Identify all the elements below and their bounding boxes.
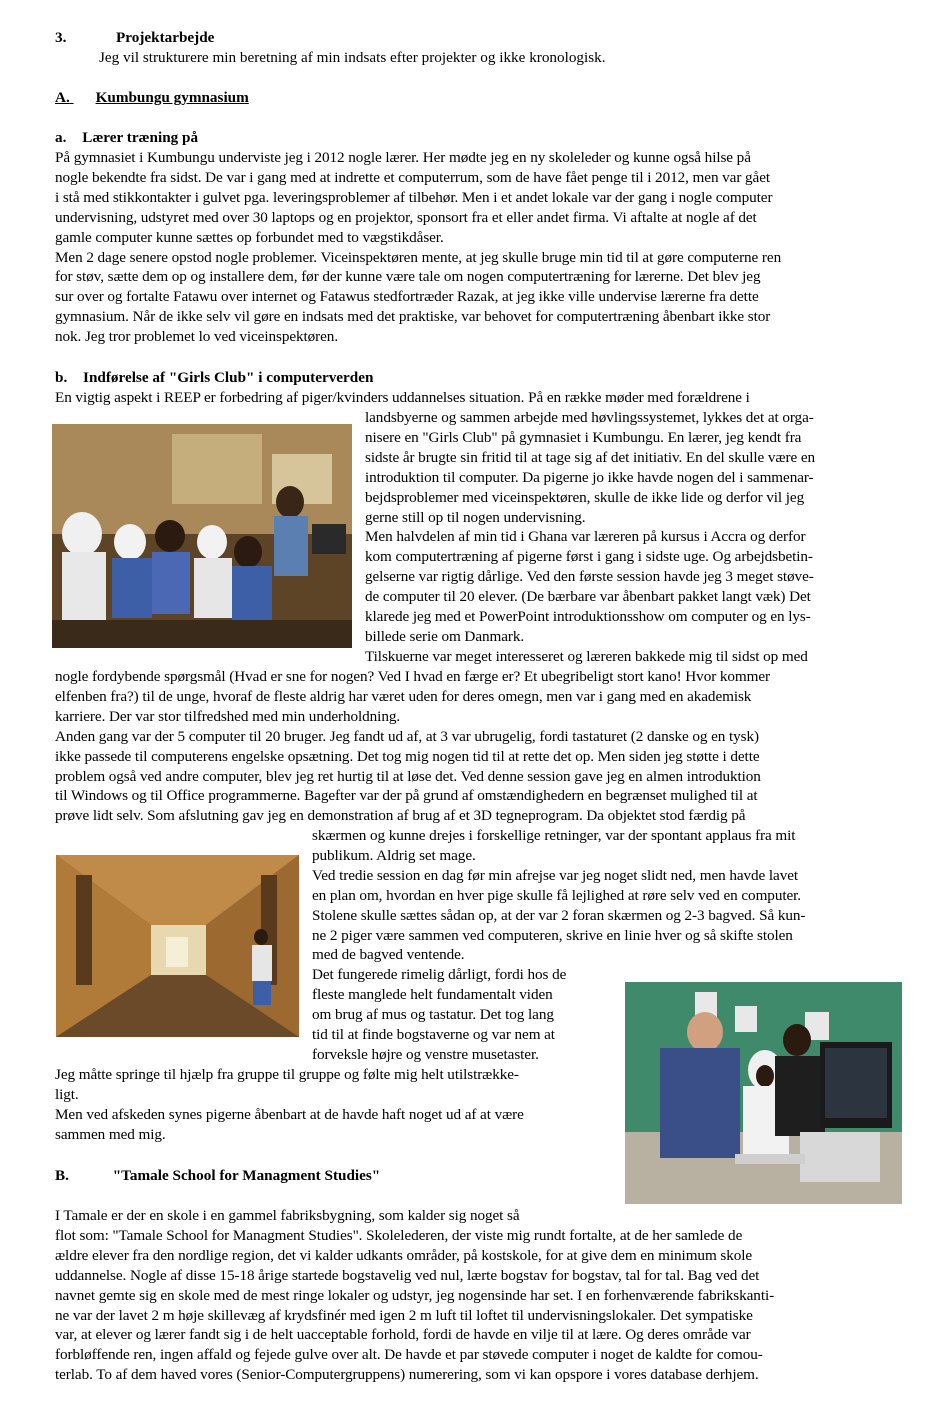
section-number: 3. (55, 29, 67, 46)
text-line: Det fungerede rimelig dårligt, fordi hos de (312, 966, 567, 983)
text-line: klarede jeg med et PowerPoint introduktionsshow om computer og en lys- (365, 608, 811, 626)
text-line: Tilskuerne var meget interesseret og læreren bakkede mig til sidst op med (365, 647, 808, 665)
section-title: Kumbungu gymnasium (95, 89, 249, 106)
section-title: "Tamale School for Managment Studies" (112, 1167, 381, 1184)
text-line: nogle fordybende spørgsmål (Hvad er sne for nogen? Ved I hvad en færge er? Et ubegribeligt stort kano! Hvor kommer (55, 668, 771, 685)
text-line: gelserne var rigtig dårlige. Ved den første session havde jeg 3 meget støve- (365, 568, 814, 586)
text-line: navnet gemte sig en skole med de mest ringe lokaler og udstyr, jeg nogensinde har set. I en forhenværende fabrikskanti- (55, 1286, 775, 1304)
text-line: kom computertræning af pigerne først i gang i sidste uge. Og arbejdsbetin- (365, 548, 813, 566)
text-line: i stå med stikkontakter i gulvet pga. leveringsproblemer af tilbehør. Men i et andet lokale var der gang i nogle computer (55, 188, 773, 206)
computer-lab-photo (625, 982, 902, 1204)
text-line: På gymnasiet i Kumbungu underviste jeg i 2012 nogle lærer. Her mødte jeg en ny skoleleder og kunne også hilse på (55, 149, 751, 166)
paragraph-b-first-line: En vigtig aspekt i REEP er forbedring af piger/kvinders uddannelses situation. På en række møder med forældrene i (55, 389, 750, 406)
text-line: elfenben fra?) til de unge, hvoraf de fleste aldrig har været uden for deres omegn, men var i gang med en akademisk (55, 687, 752, 705)
text-line: ældre elever fra den nordlige region, det vi kalder udkants områder, på kostskole, for at give dem en minimum skole (55, 1246, 753, 1264)
text-line: prøve lidt selv. Som afslutning gav jeg en demonstration af brug af et 3D tegneprogram. Da objektet stod færdig på (55, 807, 746, 825)
classroom-photo (52, 424, 352, 648)
text-line: publikum. Aldrig set mage. (312, 846, 476, 864)
paragraph-a1 (55, 148, 905, 347)
subsection-a-heading (55, 128, 198, 148)
section-letter: A. (55, 89, 70, 106)
text-line: Stolene skulle sættes sådan op, at der var 2 foran skærmen og 2-3 bagved. Så kun- (312, 906, 806, 924)
corridor-photo (56, 855, 299, 1037)
subsection-title: Indførelse af "Girls Club" i computerverden (83, 369, 374, 386)
subsection-letter: b. (55, 369, 68, 386)
paragraph-b-mid (312, 965, 617, 1065)
text-line: billede serie om Danmark. (365, 627, 525, 645)
text-line: skærmen og kunne drejes i forskellige retninger, var der spontant applaus fra mit (312, 827, 796, 844)
text-line: undervisning, udstyret med over 30 laptops og en projektor, sponsort fra et eller andet firma. Vi aftalte at nogle af det (55, 208, 757, 226)
subsection-letter: a. (55, 129, 67, 146)
text-line: tid til at finde bogstaverne og var nem at (312, 1025, 555, 1043)
text-line: I Tamale er der en skole i en gammel fabriksbygning, som kalder sig noget så (55, 1207, 520, 1224)
section-letter: B. (55, 1167, 69, 1184)
text-line: sur over og fortalte Fatawu over internet og Fatawus stedfortræder Razak, at jeg ikke ville undervise lærerne fra dette (55, 288, 759, 306)
text-line: flot som: "Tamale School for Managment Studies". Skolelederen, der viste mig rundt fortalte, at de her samlede de (55, 1226, 743, 1244)
paragraph-b-right1 (365, 408, 905, 667)
text-line: gymnasium. Når de ikke selv vil gøre en indsats med det praktiske, var behovet for computertræning åbenbart ikke stor (55, 308, 771, 326)
text-line: Men halvdelen af min tid i Ghana var læreren på kursus i Accra og derfor (365, 528, 806, 546)
text-line: gamle computer kunne sættes op forbundet med to vægstikdåser. (55, 228, 444, 246)
text-line: gerne still op til nogen undervisning. (365, 508, 586, 526)
subsection-b-heading (55, 368, 373, 388)
text-line: ligt. (55, 1085, 79, 1103)
text-line: ne var der lavet 2 m høje skillevæg af krydsfinér med igen 2 m luft til loftet til undervisningslokaler. Det sympatiske (55, 1306, 753, 1324)
section-3-heading (55, 28, 215, 48)
text-line: ne 2 piger være sammen ved computeren, skrive en linie hver og så skifte stolen (312, 926, 793, 944)
text-line: landsbyerne og sammen arbejde med høvlingssystemet, lykkes det at orga- (365, 409, 814, 426)
text-line: introduktion til computer. Da pigerne jo ikke havde nogen del i sammenar- (365, 468, 814, 486)
text-line: nisere en "Girls Club" på gymnasiet i Kumbungu. En lærer, jeg kendt fra (365, 428, 802, 446)
text-line: var, at elever og lærer fandt sig i de helt uacceptable forhold, fordi de havde en vilje til at lære. Og deres område var (55, 1326, 751, 1344)
text-line: problem også ved andre computer, blev jeg ret hurtig til at løse det. Ved denne session gave jeg en almen introduktion (55, 767, 761, 785)
section-b-heading (55, 1166, 380, 1186)
section-title: Projektarbejde (116, 29, 215, 46)
text-line: Men ved afskeden synes pigerne åbenbart at de havde haft noget ud af at være (55, 1105, 524, 1123)
section-a-heading (55, 88, 249, 108)
text-line: uddannelse. Nogle af disse 15-18 årige startede bogstavelig ved nul, lærte bogstav for bogstav, tal for tal. Bag ved det (55, 1266, 760, 1284)
paragraph-b-right2 (312, 826, 902, 965)
text-line: med de bagved ventende. (312, 946, 465, 964)
text-line: nok. Jeg tror problemet lo ved viceinspektøren. (55, 328, 339, 346)
text-line: Ved tredie session en dag før min afrejse var jeg noget slidt ned, men havde lavet (312, 866, 799, 884)
text-line: Men 2 dage senere opstod nogle problemer. Viceinspektøren mente, at jeg skulle bruge min tid til at gøre computerne ren (55, 248, 782, 266)
text-line: de computer til 20 elever. (De bærbare var åbenbart pakket langt væk) Det (365, 588, 811, 606)
text-line: nogle bekendte fra sidst. De var i gang med at indrette et computerrum, som de have fået penge til i 2012, men var gået (55, 168, 771, 186)
paragraph-b-end (55, 1065, 615, 1145)
text-line: Jeg måtte springe til hjælp fra gruppe til gruppe og følte mig helt utilstrække- (55, 1066, 519, 1083)
text-line: for støv, sætte dem op og installere dem, før der kunne være tale om nogen computertræning for lærerne. Det blev jeg (55, 268, 761, 286)
text-line: sidste år brugte sin fritid til at tage sig af det initiativ. En del skulle være en (365, 448, 816, 466)
text-line: Anden gang var der 5 computer til 20 bruger. Jeg fandt ud af, at 3 var ubrugelig, fordi tastaturet (2 danske og en tysk) (55, 727, 760, 745)
text-line: forbløffende ren, ingen affald og fejede gulve over alt. De havde et par støvede computer i noget de kaldte for comou- (55, 1346, 763, 1364)
text-line: karriere. Der var stor tilfredshed med min underholdning. (55, 707, 401, 725)
text-line: til Windows og til Office programmerne. Bagefter var der på grund af omstændighedern en begrænset mulighed til at (55, 787, 758, 805)
text-line: ikke passede til computerens engelske opsætning. Det tog mig nogen tid til at rette det op. Men siden jeg støtte i dette (55, 747, 760, 765)
paragraph-section-b (55, 1206, 905, 1385)
paragraph-b-full (55, 667, 905, 826)
subsection-title: Lærer træning på (82, 129, 199, 146)
text-line: forveksle højre og venstre musetaster. (312, 1045, 539, 1063)
text-line: en plan om, hvordan en hver pige skulle få lejlighed at røre selv ved en computer. (312, 886, 801, 904)
section-intro: Jeg vil strukturere min beretning af min indsats efter projekter og ikke kronologisk. (99, 49, 606, 66)
text-line: fleste manglede helt fundamentalt viden (312, 985, 553, 1003)
text-line: terlab. To af dem haved vores (Senior-Computergruppens) numerering, som vi kan opspore i vores database derhjem. (55, 1366, 759, 1384)
text-line: bejdsproblemer med viceinspektøren, skulle de ikke lide og derfor vil jeg (365, 488, 805, 506)
text-line: om brug af mus og tastatur. Det tog lang (312, 1005, 554, 1023)
text-line: sammen med mig. (55, 1125, 166, 1143)
